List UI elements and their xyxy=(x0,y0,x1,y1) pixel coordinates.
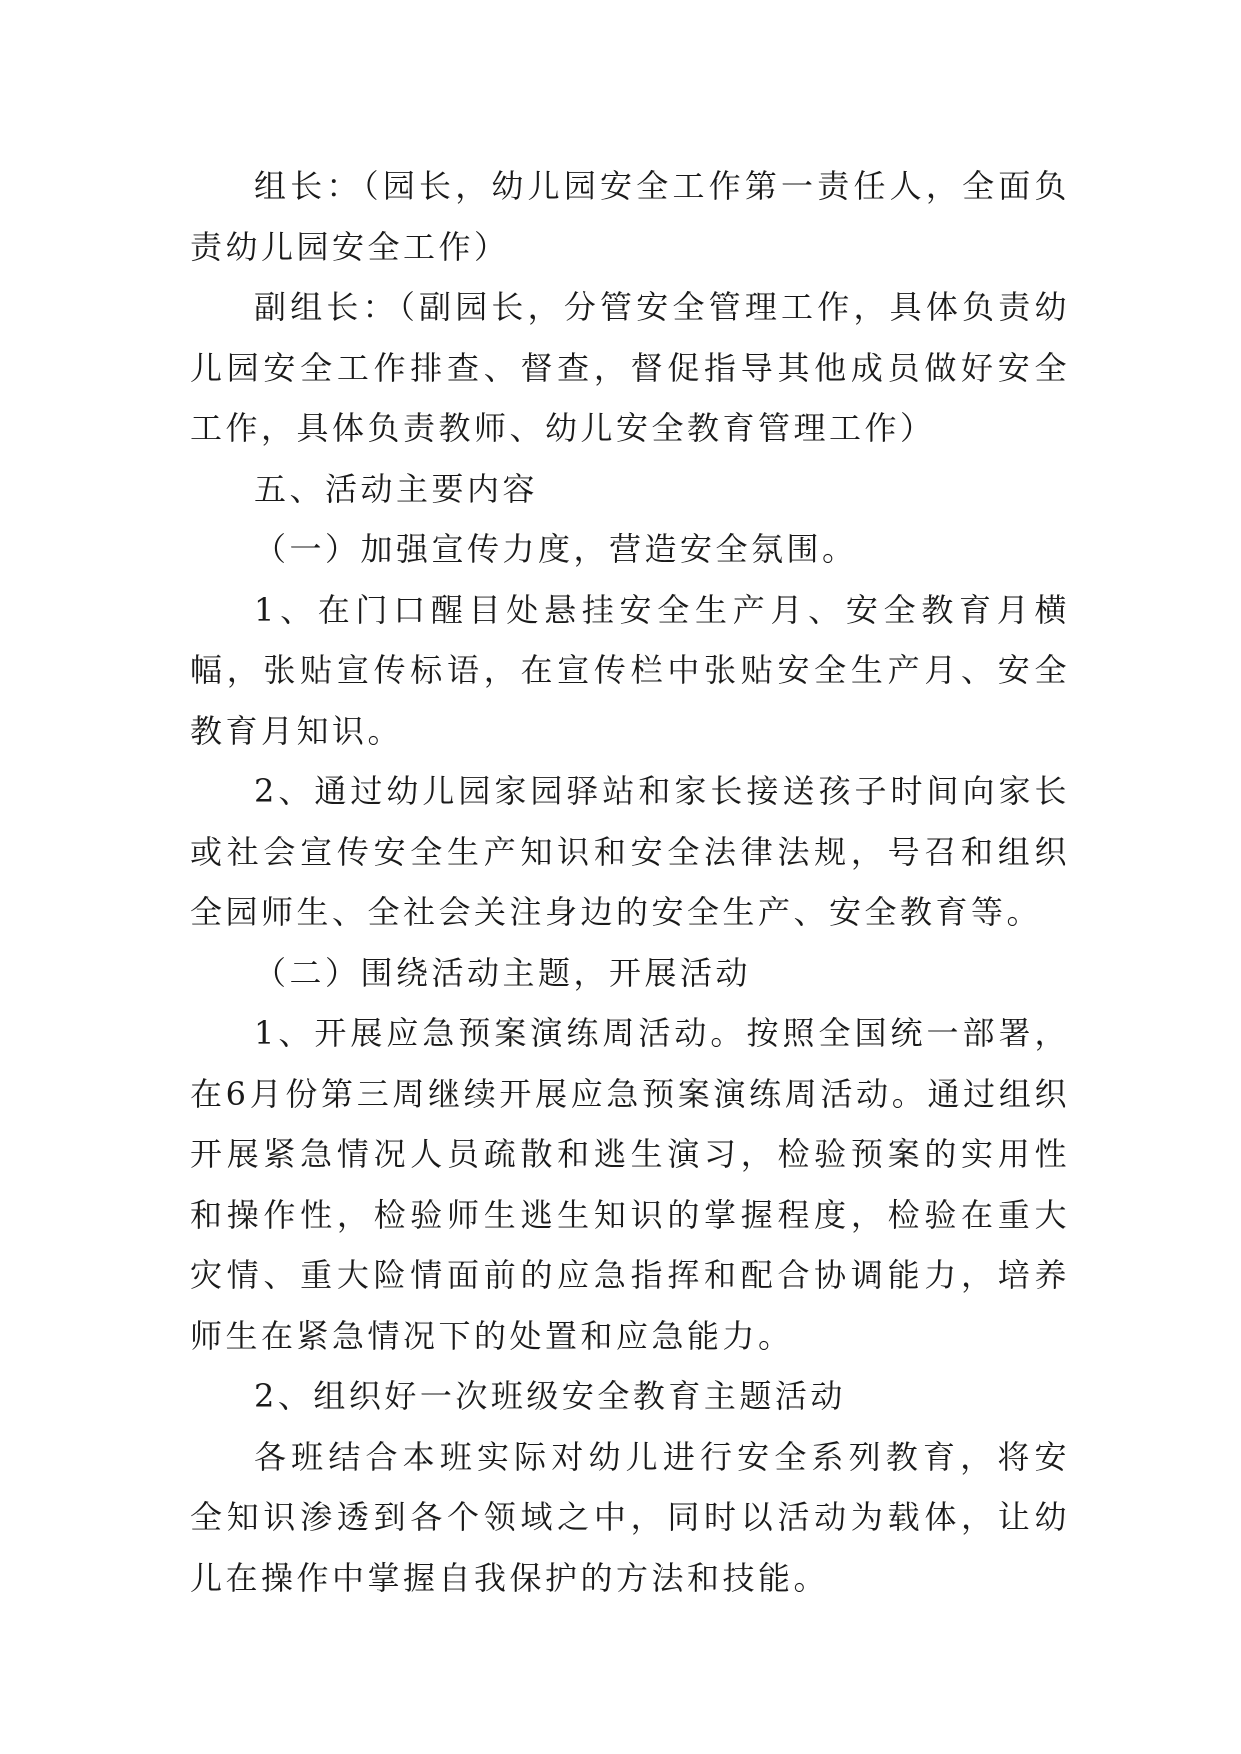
paragraph-parent-publicity: 2、通过幼儿园家园驿站和家长接送孩子时间向家长或社会宣传安全生产知识和安全法律法规，号召和组织全园师生、全社会关注身边的安全生产、安全教育等。 xyxy=(190,772,1070,931)
subsection-heading-publicity: （一）加强宣传力度，营造安全氛围。 xyxy=(254,530,858,568)
paragraph-banner-slogans: 1、在门口醒目处悬挂安全生产月、安全教育月横幅，张贴宣传标语，在宣传栏中张贴安全生产月、安全教育月知识。 xyxy=(190,590,1070,750)
document-body xyxy=(190,156,1070,1608)
paragraph-class-activity-heading: 2、组织好一次班级安全教育主题活动 xyxy=(254,1377,846,1415)
paragraph-deputy-leader: 副组长：（副园长，分管安全管理工作，具体负责幼儿园安全工作排查、督查，督促指导其他成员做好安全工作，具体负责教师、幼儿安全教育管理工作） xyxy=(190,288,1070,447)
subsection-heading-theme-activities: （二）围绕活动主题，开展活动 xyxy=(254,953,752,992)
section-heading-activity-content: 五、活动主要内容 xyxy=(254,469,539,508)
paragraph-team-leader: 组长：（园长，幼儿园安全工作第一责任人，全面负责幼儿园安全工作） xyxy=(190,167,1070,266)
paragraph-class-safety-education: 各班结合本班实际对幼儿进行安全系列教育，将安全知识渗透到各个领域之中，同时以活动为载体，让幼儿在操作中掌握自我保护的方法和技能。 xyxy=(190,1437,1070,1597)
paragraph-emergency-drill: 1、开展应急预案演练周活动。按照全国统一部署，在6月份第三周继续开展应急预案演练周活动。通过组织开展紧急情况人员疏散和逃生演习，检验预案的实用性和操作性，检验师生逃生知识的掌握程度，检验在重大灾情、重大险情面前的应急指挥和配合协调能力，培养师生在紧急情况下的处置和应急能力。 xyxy=(190,1014,1070,1355)
